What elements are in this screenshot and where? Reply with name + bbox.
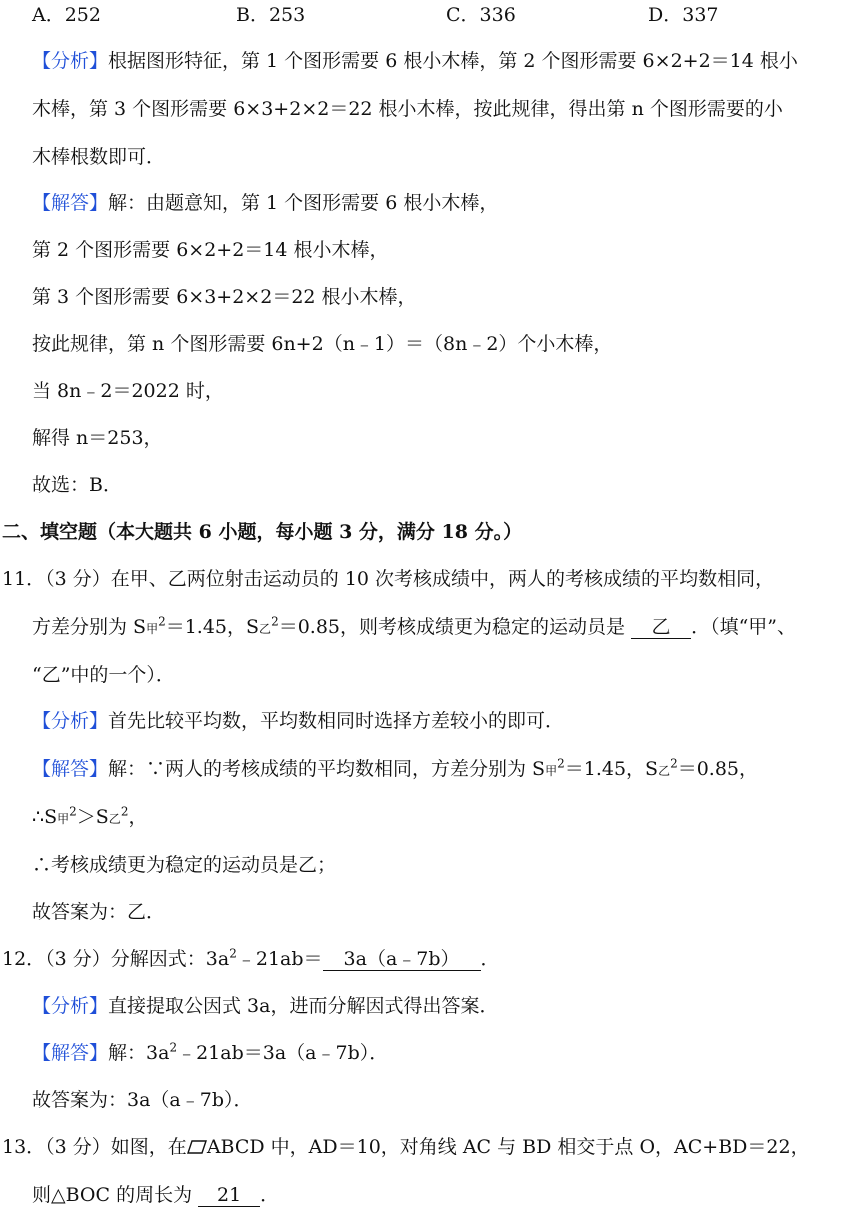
q13-stem-line2: 则△BOC 的周长为 21 ． bbox=[32, 1184, 280, 1206]
q11-stem-line3: “乙”中的一个）． bbox=[32, 664, 175, 686]
analysis-tag: 【分析】 bbox=[32, 710, 109, 732]
solution-tag: 【解答】 bbox=[32, 192, 109, 214]
q11-stem-line1: 11．（3 分）在甲、乙两位射击运动员的 10 次考核成绩中，两人的考核成绩的平均数相同， bbox=[2, 568, 775, 590]
analysis-tag: 【分析】 bbox=[32, 50, 109, 72]
solution-tag: 【解答】 bbox=[32, 1042, 109, 1064]
answer-blank: 21 bbox=[198, 1184, 260, 1207]
q12-stem: 12．（3 分）分解因式：$3a^2﹣21ab=$ 3a（a﹣7b） ． bbox=[2, 946, 500, 970]
q12-solution: 【解答】解：$3a^2﹣21ab=3a(a﹣7b)$． bbox=[32, 1040, 389, 1064]
parallelogram-icon bbox=[187, 1135, 207, 1149]
q13-stem-line1: 13．（3 分）如图，在 ABCD 中，AD＝10，对角线 AC 与 BD 相交于点 O，AC+BD＝22， bbox=[2, 1136, 810, 1158]
q10-solution-line4: 按此规律，第 n 个图形需要 6n+2（n﹣1）＝（8n﹣2）个小木棒， bbox=[32, 333, 613, 355]
q10-solution-line2: 第 2 个图形需要 6×2+2＝14 根小木棒， bbox=[32, 239, 389, 261]
q11-solution-line1: 【解答】解：∵两人的考核成绩的平均数相同，方差分别为 S甲$^2$＝1.45，S乙$^2$＝0.85， bbox=[32, 756, 759, 780]
q10-analysis-line2: 木棒，第 3 个图形需要 6×3+2×2＝22 根小木棒，按此规律，得出第 n 个图形需要的小 bbox=[32, 98, 783, 120]
q10-solution-line7: 故选：B． bbox=[32, 474, 122, 496]
q11-analysis: 【分析】首先比较平均数，平均数相同时选择方差较小的即可． bbox=[32, 710, 565, 732]
q11-stem-line2: 方差分别为 S甲$^2$＝1.45，S乙$^2$＝0.85，则考核成绩更为稳定的运动员是 乙 ．（填“甲”、 bbox=[32, 614, 796, 638]
q10-solution-line6: 解得 n＝253， bbox=[32, 427, 163, 449]
q11-solution-line2: ∴S甲$^2$＞S乙$^2$， bbox=[32, 804, 148, 828]
q10-solution-line1: 【解答】解：由题意知，第 1 个图形需要 6 根小木棒， bbox=[32, 192, 499, 214]
option-b: B．253 bbox=[236, 4, 306, 26]
q12-final: 故答案为：3a（a﹣7b）． bbox=[32, 1089, 253, 1111]
answer-blank: 3a（a﹣7b） bbox=[323, 948, 481, 971]
option-a: A．252 bbox=[32, 4, 101, 26]
option-d: D．337 bbox=[648, 4, 719, 26]
q10-solution-line5: 当 8n﹣2＝2022 时， bbox=[32, 380, 224, 402]
section-heading: 二、填空题（本大题共 6 小题，每小题 3 分，满分 18 分。） bbox=[2, 521, 523, 543]
q11-solution-line3: ∴考核成绩更为稳定的运动员是乙； bbox=[32, 854, 337, 876]
q10-analysis-line1: 【分析】根据图形特征，第 1 个图形需要 6 根小木棒，第 2 个图形需要 6×2+2＝14 根小 bbox=[32, 50, 798, 72]
q12-analysis: 【分析】直接提取公因式 3a，进而分解因式得出答案． bbox=[32, 995, 499, 1017]
option-c: C．336 bbox=[446, 4, 516, 26]
q10-analysis-line3: 木棒根数即可． bbox=[32, 146, 166, 168]
q10-solution-line3: 第 3 个图形需要 6×3+2×2＝22 根小木棒， bbox=[32, 286, 417, 308]
analysis-tag: 【分析】 bbox=[32, 995, 109, 1017]
answer-blank: 乙 bbox=[631, 616, 691, 639]
solution-tag: 【解答】 bbox=[32, 758, 109, 780]
q11-solution-line4: 故答案为：乙． bbox=[32, 901, 166, 923]
